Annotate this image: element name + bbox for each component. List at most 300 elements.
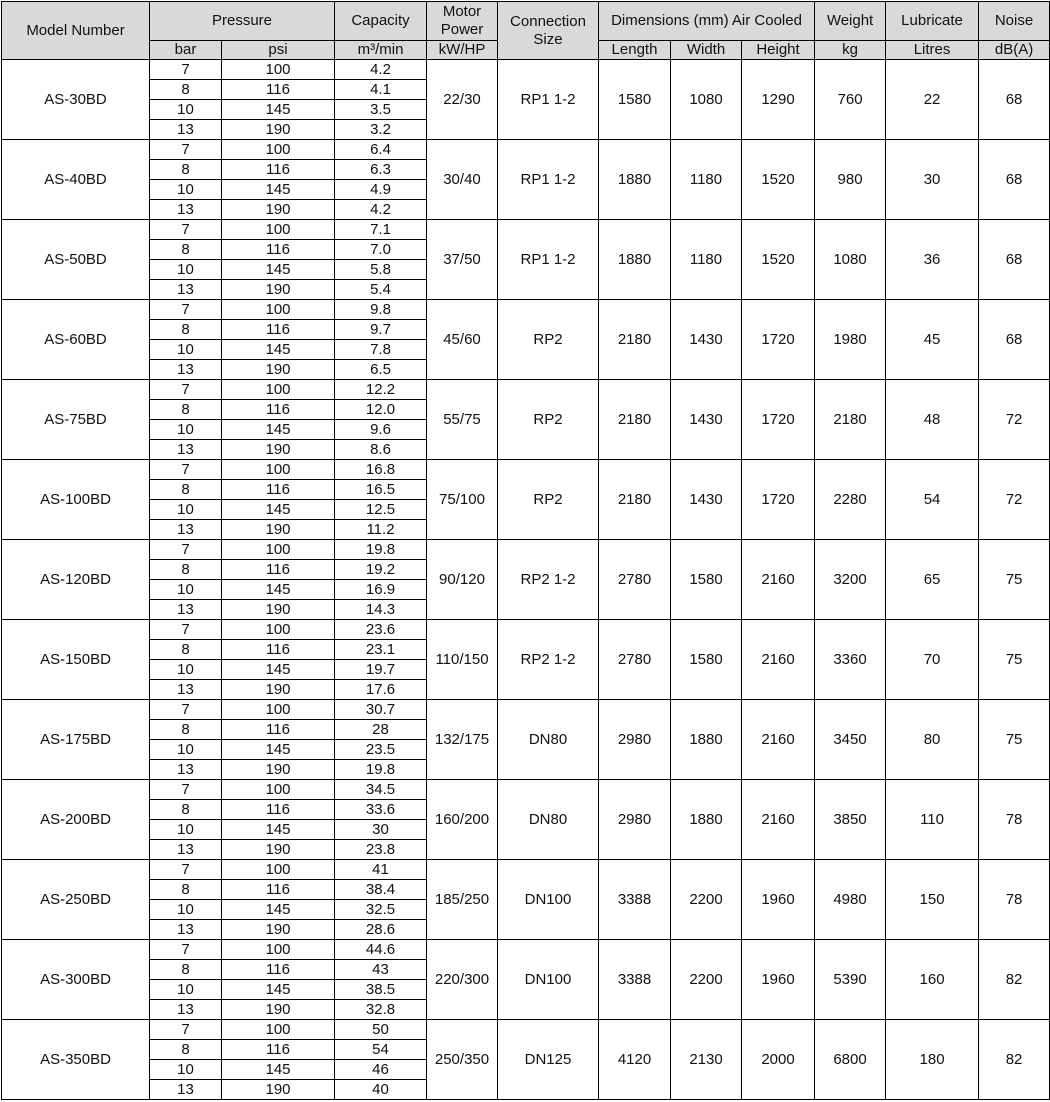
pressure-bar-cell: 10 (150, 980, 222, 1000)
pressure-psi-cell: 145 (222, 100, 335, 120)
capacity-cell: 4.9 (335, 180, 427, 200)
table-row (2, 460, 1050, 480)
table-row (2, 780, 1050, 800)
table-row (2, 300, 1050, 320)
capacity-cell: 32.5 (335, 900, 427, 920)
unit-length: Length (599, 41, 671, 60)
weight-cell: 2280 (815, 460, 886, 540)
pressure-bar-cell: 13 (150, 840, 222, 860)
unit-psi: psi (222, 41, 335, 60)
model-number-cell: AS-150BD (2, 620, 150, 700)
pressure-psi-cell: 145 (222, 820, 335, 840)
pressure-bar-cell: 13 (150, 440, 222, 460)
connection-size-cell: DN100 (498, 940, 599, 1020)
connection-size-cell: RP2 1-2 (498, 620, 599, 700)
pressure-psi-cell: 100 (222, 60, 335, 80)
pressure-psi-cell: 116 (222, 560, 335, 580)
noise-cell: 75 (979, 620, 1050, 700)
header-connection-size: Connection Size (498, 2, 599, 60)
length-cell: 2980 (599, 700, 671, 780)
capacity-cell: 9.8 (335, 300, 427, 320)
width-cell: 2200 (671, 860, 742, 940)
connection-size-cell: RP2 (498, 300, 599, 380)
height-cell: 1720 (742, 380, 815, 460)
pressure-psi-cell: 145 (222, 1060, 335, 1080)
capacity-cell: 23.5 (335, 740, 427, 760)
weight-cell: 3850 (815, 780, 886, 860)
header-weight: Weight (815, 2, 886, 41)
pressure-psi-cell: 190 (222, 280, 335, 300)
pressure-bar-cell: 10 (150, 180, 222, 200)
pressure-psi-cell: 116 (222, 80, 335, 100)
pressure-bar-cell: 7 (150, 940, 222, 960)
width-cell: 1180 (671, 220, 742, 300)
pressure-psi-cell: 190 (222, 600, 335, 620)
height-cell: 1960 (742, 940, 815, 1020)
pressure-bar-cell: 13 (150, 280, 222, 300)
noise-cell: 82 (979, 1020, 1050, 1100)
connection-size-cell: DN100 (498, 860, 599, 940)
table-row (2, 140, 1050, 160)
height-cell: 1720 (742, 300, 815, 380)
height-cell: 1520 (742, 220, 815, 300)
header-noise: Noise (979, 2, 1050, 41)
pressure-psi-cell: 190 (222, 760, 335, 780)
unit-width: Width (671, 41, 742, 60)
pressure-psi-cell: 116 (222, 320, 335, 340)
pressure-bar-cell: 13 (150, 760, 222, 780)
table-row (2, 940, 1050, 960)
pressure-psi-cell: 100 (222, 860, 335, 880)
length-cell: 3388 (599, 940, 671, 1020)
pressure-bar-cell: 10 (150, 420, 222, 440)
noise-cell: 68 (979, 140, 1050, 220)
capacity-cell: 6.3 (335, 160, 427, 180)
weight-cell: 3450 (815, 700, 886, 780)
motor-power-cell: 30/40 (427, 140, 498, 220)
lubricate-cell: 30 (886, 140, 979, 220)
model-number-cell: AS-350BD (2, 1020, 150, 1100)
pressure-psi-cell: 116 (222, 1040, 335, 1060)
pressure-bar-cell: 10 (150, 260, 222, 280)
pressure-psi-cell: 190 (222, 360, 335, 380)
capacity-cell: 16.8 (335, 460, 427, 480)
unit-lubricate: Litres (886, 41, 979, 60)
length-cell: 1580 (599, 60, 671, 140)
weight-cell: 6800 (815, 1020, 886, 1100)
lubricate-cell: 45 (886, 300, 979, 380)
pressure-bar-cell: 13 (150, 120, 222, 140)
pressure-psi-cell: 100 (222, 220, 335, 240)
pressure-bar-cell: 8 (150, 400, 222, 420)
pressure-psi-cell: 100 (222, 380, 335, 400)
capacity-cell: 5.4 (335, 280, 427, 300)
pressure-psi-cell: 116 (222, 160, 335, 180)
model-number-cell: AS-200BD (2, 780, 150, 860)
weight-cell: 3200 (815, 540, 886, 620)
height-cell: 1960 (742, 860, 815, 940)
model-number-cell: AS-250BD (2, 860, 150, 940)
capacity-cell: 19.2 (335, 560, 427, 580)
capacity-cell: 23.1 (335, 640, 427, 660)
connection-size-cell: DN80 (498, 700, 599, 780)
motor-power-cell: 250/350 (427, 1020, 498, 1100)
length-cell: 2180 (599, 380, 671, 460)
pressure-bar-cell: 7 (150, 460, 222, 480)
model-number-cell: AS-60BD (2, 300, 150, 380)
capacity-cell: 46 (335, 1060, 427, 1080)
noise-cell: 78 (979, 860, 1050, 940)
height-cell: 1720 (742, 460, 815, 540)
capacity-cell: 23.6 (335, 620, 427, 640)
pressure-bar-cell: 8 (150, 880, 222, 900)
pressure-psi-cell: 116 (222, 880, 335, 900)
capacity-cell: 34.5 (335, 780, 427, 800)
connection-size-cell: RP2 (498, 460, 599, 540)
capacity-cell: 4.2 (335, 60, 427, 80)
table-row (2, 1020, 1050, 1040)
capacity-cell: 9.6 (335, 420, 427, 440)
width-cell: 1080 (671, 60, 742, 140)
pressure-psi-cell: 100 (222, 300, 335, 320)
pressure-bar-cell: 8 (150, 800, 222, 820)
pressure-bar-cell: 13 (150, 600, 222, 620)
model-number-cell: AS-30BD (2, 60, 150, 140)
noise-cell: 75 (979, 700, 1050, 780)
width-cell: 1180 (671, 140, 742, 220)
pressure-psi-cell: 100 (222, 620, 335, 640)
pressure-bar-cell: 10 (150, 1060, 222, 1080)
pressure-bar-cell: 8 (150, 1040, 222, 1060)
noise-cell: 72 (979, 460, 1050, 540)
capacity-cell: 14.3 (335, 600, 427, 620)
model-number-cell: AS-100BD (2, 460, 150, 540)
capacity-cell: 30 (335, 820, 427, 840)
pressure-bar-cell: 7 (150, 860, 222, 880)
pressure-psi-cell: 190 (222, 840, 335, 860)
table-row (2, 540, 1050, 560)
width-cell: 1880 (671, 700, 742, 780)
noise-cell: 68 (979, 220, 1050, 300)
pressure-bar-cell: 10 (150, 100, 222, 120)
pressure-bar-cell: 7 (150, 60, 222, 80)
capacity-cell: 30.7 (335, 700, 427, 720)
weight-cell: 1080 (815, 220, 886, 300)
table-row (2, 60, 1050, 80)
pressure-bar-cell: 13 (150, 520, 222, 540)
pressure-bar-cell: 10 (150, 580, 222, 600)
model-number-cell: AS-300BD (2, 940, 150, 1020)
model-number-cell: AS-50BD (2, 220, 150, 300)
capacity-cell: 43 (335, 960, 427, 980)
pressure-psi-cell: 116 (222, 400, 335, 420)
spec-table (1, 1, 1050, 1100)
noise-cell: 78 (979, 780, 1050, 860)
capacity-cell: 5.8 (335, 260, 427, 280)
lubricate-cell: 54 (886, 460, 979, 540)
capacity-cell: 54 (335, 1040, 427, 1060)
length-cell: 2180 (599, 460, 671, 540)
length-cell: 2780 (599, 620, 671, 700)
pressure-bar-cell: 8 (150, 960, 222, 980)
height-cell: 2160 (742, 540, 815, 620)
header-dimensions: Dimensions (mm) Air Cooled (599, 2, 815, 41)
pressure-psi-cell: 100 (222, 780, 335, 800)
height-cell: 1290 (742, 60, 815, 140)
header-lubricate: Lubricate (886, 2, 979, 41)
lubricate-cell: 48 (886, 380, 979, 460)
lubricate-cell: 160 (886, 940, 979, 1020)
length-cell: 2180 (599, 300, 671, 380)
pressure-psi-cell: 190 (222, 920, 335, 940)
capacity-cell: 4.1 (335, 80, 427, 100)
pressure-psi-cell: 116 (222, 800, 335, 820)
lubricate-cell: 80 (886, 700, 979, 780)
pressure-bar-cell: 10 (150, 500, 222, 520)
model-number-cell: AS-40BD (2, 140, 150, 220)
pressure-psi-cell: 145 (222, 900, 335, 920)
weight-cell: 5390 (815, 940, 886, 1020)
capacity-cell: 8.6 (335, 440, 427, 460)
pressure-psi-cell: 145 (222, 580, 335, 600)
motor-power-cell: 110/150 (427, 620, 498, 700)
weight-cell: 1980 (815, 300, 886, 380)
width-cell: 1880 (671, 780, 742, 860)
motor-power-cell: 220/300 (427, 940, 498, 1020)
pressure-bar-cell: 13 (150, 920, 222, 940)
header-pressure: Pressure (150, 2, 335, 41)
capacity-cell: 6.4 (335, 140, 427, 160)
capacity-cell: 32.8 (335, 1000, 427, 1020)
pressure-bar-cell: 7 (150, 620, 222, 640)
weight-cell: 760 (815, 60, 886, 140)
capacity-cell: 7.1 (335, 220, 427, 240)
table-body (2, 60, 1050, 1100)
connection-size-cell: RP2 (498, 380, 599, 460)
pressure-bar-cell: 7 (150, 140, 222, 160)
pressure-psi-cell: 190 (222, 1000, 335, 1020)
width-cell: 2130 (671, 1020, 742, 1100)
capacity-cell: 3.5 (335, 100, 427, 120)
connection-size-cell: RP1 1-2 (498, 60, 599, 140)
width-cell: 1580 (671, 540, 742, 620)
header-capacity: Capacity (335, 2, 427, 41)
pressure-bar-cell: 10 (150, 740, 222, 760)
motor-power-cell: 160/200 (427, 780, 498, 860)
unit-bar: bar (150, 41, 222, 60)
pressure-psi-cell: 145 (222, 180, 335, 200)
pressure-bar-cell: 7 (150, 700, 222, 720)
pressure-psi-cell: 145 (222, 420, 335, 440)
model-number-cell: AS-75BD (2, 380, 150, 460)
capacity-cell: 6.5 (335, 360, 427, 380)
pressure-psi-cell: 145 (222, 740, 335, 760)
pressure-psi-cell: 100 (222, 140, 335, 160)
pressure-bar-cell: 13 (150, 680, 222, 700)
pressure-bar-cell: 7 (150, 1020, 222, 1040)
table-row (2, 220, 1050, 240)
length-cell: 2780 (599, 540, 671, 620)
motor-power-cell: 45/60 (427, 300, 498, 380)
capacity-cell: 19.8 (335, 760, 427, 780)
pressure-psi-cell: 100 (222, 460, 335, 480)
unit-weight: kg (815, 41, 886, 60)
connection-size-cell: RP2 1-2 (498, 540, 599, 620)
width-cell: 1580 (671, 620, 742, 700)
connection-size-cell: RP1 1-2 (498, 140, 599, 220)
pressure-psi-cell: 145 (222, 660, 335, 680)
noise-cell: 72 (979, 380, 1050, 460)
capacity-cell: 12.5 (335, 500, 427, 520)
lubricate-cell: 65 (886, 540, 979, 620)
motor-power-cell: 132/175 (427, 700, 498, 780)
connection-size-cell: DN125 (498, 1020, 599, 1100)
height-cell: 2160 (742, 700, 815, 780)
capacity-cell: 41 (335, 860, 427, 880)
pressure-psi-cell: 145 (222, 340, 335, 360)
capacity-cell: 44.6 (335, 940, 427, 960)
pressure-bar-cell: 10 (150, 340, 222, 360)
length-cell: 4120 (599, 1020, 671, 1100)
capacity-cell: 7.8 (335, 340, 427, 360)
model-number-cell: AS-175BD (2, 700, 150, 780)
pressure-bar-cell: 10 (150, 900, 222, 920)
capacity-cell: 40 (335, 1080, 427, 1100)
capacity-cell: 7.0 (335, 240, 427, 260)
capacity-cell: 28.6 (335, 920, 427, 940)
length-cell: 1880 (599, 220, 671, 300)
pressure-psi-cell: 190 (222, 200, 335, 220)
capacity-cell: 4.2 (335, 200, 427, 220)
weight-cell: 3360 (815, 620, 886, 700)
length-cell: 2980 (599, 780, 671, 860)
pressure-psi-cell: 190 (222, 520, 335, 540)
capacity-cell: 12.2 (335, 380, 427, 400)
weight-cell: 2180 (815, 380, 886, 460)
capacity-cell: 19.7 (335, 660, 427, 680)
pressure-bar-cell: 7 (150, 380, 222, 400)
capacity-cell: 3.2 (335, 120, 427, 140)
width-cell: 2200 (671, 940, 742, 1020)
height-cell: 2000 (742, 1020, 815, 1100)
pressure-bar-cell: 7 (150, 300, 222, 320)
capacity-cell: 33.6 (335, 800, 427, 820)
capacity-cell: 17.6 (335, 680, 427, 700)
capacity-cell: 9.7 (335, 320, 427, 340)
motor-power-cell: 37/50 (427, 220, 498, 300)
pressure-bar-cell: 13 (150, 1080, 222, 1100)
capacity-cell: 11.2 (335, 520, 427, 540)
capacity-cell: 12.0 (335, 400, 427, 420)
width-cell: 1430 (671, 300, 742, 380)
pressure-bar-cell: 8 (150, 560, 222, 580)
height-cell: 2160 (742, 780, 815, 860)
pressure-psi-cell: 100 (222, 940, 335, 960)
lubricate-cell: 110 (886, 780, 979, 860)
lubricate-cell: 36 (886, 220, 979, 300)
unit-height: Height (742, 41, 815, 60)
pressure-bar-cell: 8 (150, 240, 222, 260)
noise-cell: 75 (979, 540, 1050, 620)
pressure-psi-cell: 190 (222, 1080, 335, 1100)
capacity-cell: 50 (335, 1020, 427, 1040)
noise-cell: 82 (979, 940, 1050, 1020)
pressure-bar-cell: 8 (150, 640, 222, 660)
unit-motor: kW/HP (427, 41, 498, 60)
lubricate-cell: 150 (886, 860, 979, 940)
height-cell: 1520 (742, 140, 815, 220)
pressure-psi-cell: 190 (222, 120, 335, 140)
length-cell: 3388 (599, 860, 671, 940)
pressure-bar-cell: 10 (150, 660, 222, 680)
capacity-cell: 38.4 (335, 880, 427, 900)
pressure-bar-cell: 13 (150, 360, 222, 380)
pressure-psi-cell: 100 (222, 540, 335, 560)
weight-cell: 980 (815, 140, 886, 220)
pressure-bar-cell: 8 (150, 160, 222, 180)
pressure-bar-cell: 13 (150, 1000, 222, 1020)
capacity-cell: 16.5 (335, 480, 427, 500)
pressure-bar-cell: 8 (150, 320, 222, 340)
unit-noise: dB(A) (979, 41, 1050, 60)
pressure-psi-cell: 116 (222, 720, 335, 740)
capacity-cell: 38.5 (335, 980, 427, 1000)
pressure-psi-cell: 190 (222, 440, 335, 460)
pressure-bar-cell: 7 (150, 540, 222, 560)
connection-size-cell: RP1 1-2 (498, 220, 599, 300)
pressure-psi-cell: 116 (222, 960, 335, 980)
capacity-cell: 28 (335, 720, 427, 740)
table-row (2, 380, 1050, 400)
motor-power-cell: 75/100 (427, 460, 498, 540)
pressure-bar-cell: 7 (150, 220, 222, 240)
height-cell: 2160 (742, 620, 815, 700)
width-cell: 1430 (671, 380, 742, 460)
lubricate-cell: 22 (886, 60, 979, 140)
weight-cell: 4980 (815, 860, 886, 940)
pressure-psi-cell: 116 (222, 480, 335, 500)
pressure-psi-cell: 100 (222, 700, 335, 720)
pressure-bar-cell: 13 (150, 200, 222, 220)
pressure-bar-cell: 8 (150, 480, 222, 500)
capacity-cell: 23.8 (335, 840, 427, 860)
pressure-psi-cell: 100 (222, 1020, 335, 1040)
header-motor-power: Motor Power (427, 2, 498, 41)
pressure-bar-cell: 8 (150, 80, 222, 100)
noise-cell: 68 (979, 300, 1050, 380)
header-model: Model Number (2, 2, 150, 60)
pressure-psi-cell: 145 (222, 260, 335, 280)
table-row (2, 700, 1050, 720)
lubricate-cell: 180 (886, 1020, 979, 1100)
length-cell: 1880 (599, 140, 671, 220)
motor-power-cell: 22/30 (427, 60, 498, 140)
pressure-bar-cell: 10 (150, 820, 222, 840)
table-row (2, 620, 1050, 640)
lubricate-cell: 70 (886, 620, 979, 700)
pressure-bar-cell: 8 (150, 720, 222, 740)
motor-power-cell: 55/75 (427, 380, 498, 460)
table-header (2, 2, 1050, 60)
pressure-psi-cell: 116 (222, 240, 335, 260)
connection-size-cell: DN80 (498, 780, 599, 860)
model-number-cell: AS-120BD (2, 540, 150, 620)
table-row (2, 860, 1050, 880)
motor-power-cell: 90/120 (427, 540, 498, 620)
unit-capacity: m³/min (335, 41, 427, 60)
pressure-psi-cell: 145 (222, 500, 335, 520)
pressure-psi-cell: 145 (222, 980, 335, 1000)
